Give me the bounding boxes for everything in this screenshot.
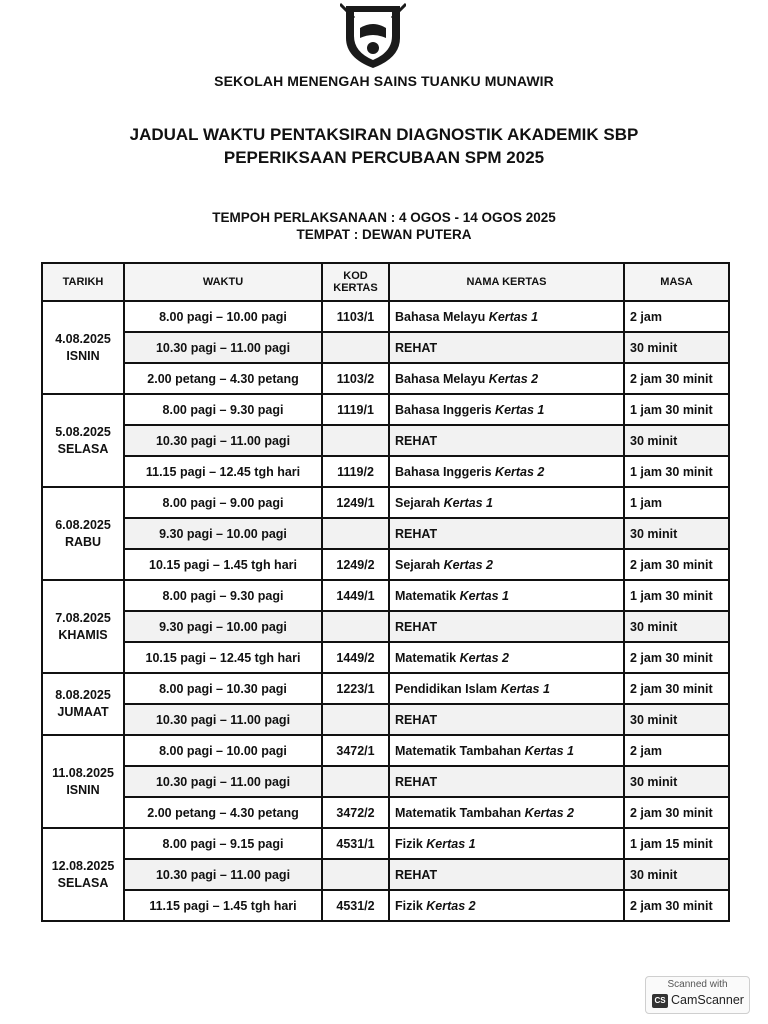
- table-row: [42, 425, 729, 456]
- exam-weekday: RABU: [64, 534, 102, 549]
- school-name: SEKOLAH MENENGAH SAINS TUANKU MUNAWIR: [214, 73, 554, 89]
- paper-name-cell: [389, 549, 624, 580]
- subject-name: Matematik: [395, 588, 460, 603]
- time-cell: 8.00 pagi – 10.30 pagi: [124, 673, 322, 704]
- exam-weekday: ISNIN: [66, 782, 100, 797]
- subject-name: Bahasa Melayu: [395, 309, 489, 324]
- paper-number: Kertas 2: [524, 805, 575, 820]
- paper-code-cell: [322, 859, 389, 890]
- time-cell: 10.30 pagi – 11.00 pagi: [124, 332, 322, 363]
- paper-code-cell: 1223/1: [322, 673, 389, 704]
- paper-code-cell: 4531/1: [322, 828, 389, 859]
- col-header-nama: NAMA KERTAS: [389, 263, 624, 301]
- date-cell: [42, 735, 124, 828]
- time-cell: 11.15 pagi – 1.45 tgh hari: [124, 890, 322, 921]
- paper-code-cell: [322, 611, 389, 642]
- exam-weekday: JUMAAT: [57, 705, 109, 719]
- duration-cell: 2 jam 30 minit: [624, 642, 729, 673]
- subject-name: REHAT: [395, 774, 438, 789]
- exam-weekday: KHAMIS: [58, 627, 108, 642]
- exam-weekday: SELASA: [57, 875, 109, 890]
- col-header-masa: MASA: [624, 263, 729, 301]
- exam-weekday: SELASA: [57, 441, 109, 456]
- exam-date: 4.08.2025: [55, 331, 111, 346]
- paper-number: Kertas 1: [459, 588, 509, 603]
- subject-name: Sejarah: [395, 557, 444, 572]
- duration-cell: 2 jam 30 minit: [624, 549, 729, 580]
- paper-code-cell: [322, 518, 389, 549]
- time-cell: 2.00 petang – 4.30 petang: [124, 797, 322, 828]
- date-cell: [42, 487, 124, 580]
- paper-name-cell: [389, 363, 624, 394]
- paper-code-cell: 3472/1: [322, 735, 389, 766]
- date-cell: [42, 828, 124, 921]
- paper-code-cell: 1103/2: [322, 363, 389, 394]
- col-header-kod: [322, 263, 389, 301]
- time-cell: 10.30 pagi – 11.00 pagi: [124, 425, 322, 456]
- paper-name-cell: [389, 394, 624, 425]
- table-row: [42, 456, 729, 487]
- subject-name: Matematik: [395, 650, 460, 665]
- duration-cell: 30 minit: [624, 859, 729, 890]
- col-header-kod-line2: KERTAS: [333, 282, 378, 294]
- subject-name: Fizik: [395, 836, 427, 851]
- paper-name-cell: [389, 890, 624, 921]
- paper-number: Kertas 1: [495, 402, 545, 417]
- subject-name: REHAT: [395, 526, 438, 541]
- subject-name: Pendidikan Islam: [395, 681, 501, 696]
- duration-cell: 2 jam 30 minit: [624, 673, 729, 704]
- table-row: [42, 611, 729, 642]
- paper-code-cell: 4531/2: [322, 890, 389, 921]
- time-cell: 8.00 pagi – 9.30 pagi: [124, 394, 322, 425]
- table-row: [42, 766, 729, 797]
- school-crest-logo: [340, 0, 406, 70]
- paper-name-cell: [389, 735, 624, 766]
- duration-cell: 1 jam 30 minit: [624, 394, 729, 425]
- paper-code-cell: 1449/1: [322, 580, 389, 611]
- paper-name-cell: [389, 611, 624, 642]
- table-row: [42, 363, 729, 394]
- paper-code-cell: 1249/2: [322, 549, 389, 580]
- paper-code-cell: 1119/2: [322, 456, 389, 487]
- exam-period: TEMPOH PERLAKSANAAN : 4 OGOS - 14 OGOS 2025: [212, 210, 556, 225]
- date-cell: [42, 394, 124, 487]
- subject-name: REHAT: [395, 433, 438, 448]
- duration-cell: 1 jam 30 minit: [624, 580, 729, 611]
- paper-code-cell: [322, 766, 389, 797]
- duration-cell: 30 minit: [624, 766, 729, 797]
- table-row: [42, 332, 729, 363]
- camscanner-watermark: [645, 976, 750, 1014]
- paper-name-cell: [389, 797, 624, 828]
- subject-name: REHAT: [395, 619, 438, 634]
- table-row: [42, 735, 729, 766]
- date-cell: [42, 673, 124, 735]
- document-title-line2: PEPERIKSAAN PERCUBAAN SPM 2025: [223, 148, 545, 167]
- paper-name-cell: [389, 301, 624, 332]
- paper-name-cell: [389, 456, 624, 487]
- subject-name: REHAT: [395, 340, 438, 355]
- table-row: [42, 580, 729, 611]
- exam-date: 12.08.2025: [51, 858, 115, 873]
- subject-name: Matematik Tambahan: [395, 805, 525, 820]
- time-cell: 8.00 pagi – 9.30 pagi: [124, 580, 322, 611]
- document-title-line1: JADUAL WAKTU PENTAKSIRAN DIAGNOSTIK AKADEMIK SBP: [129, 125, 639, 144]
- time-cell: 9.30 pagi – 10.00 pagi: [124, 518, 322, 549]
- duration-cell: 30 minit: [624, 704, 729, 735]
- duration-cell: 1 jam 30 minit: [624, 456, 729, 487]
- duration-cell: 2 jam 30 minit: [624, 890, 729, 921]
- paper-code-cell: 3472/2: [322, 797, 389, 828]
- subject-name: Bahasa Inggeris: [395, 402, 496, 417]
- paper-code-cell: 1449/2: [322, 642, 389, 673]
- duration-cell: 2 jam 30 minit: [624, 363, 729, 394]
- table-header-row: [42, 263, 729, 301]
- paper-name-cell: [389, 859, 624, 890]
- watermark-brand: CamScanner: [671, 993, 744, 1007]
- paper-number: Kertas 1: [524, 743, 575, 758]
- paper-name-cell: [389, 487, 624, 518]
- table-row: [42, 828, 729, 859]
- col-header-waktu: WAKTU: [124, 263, 322, 301]
- table-row: [42, 859, 729, 890]
- table-row: [42, 549, 729, 580]
- exam-date: 7.08.2025: [55, 610, 111, 625]
- exam-schedule-body: [42, 301, 729, 921]
- paper-number: Kertas 1: [443, 495, 493, 510]
- subject-name: Bahasa Melayu: [395, 371, 489, 386]
- table-row: [42, 642, 729, 673]
- paper-name-cell: [389, 332, 624, 363]
- exam-date: 11.08.2025: [52, 765, 114, 780]
- subject-name: Fizik: [395, 898, 427, 913]
- time-cell: 9.30 pagi – 10.00 pagi: [124, 611, 322, 642]
- subject-name: REHAT: [395, 867, 438, 882]
- paper-code-cell: 1249/1: [322, 487, 389, 518]
- table-row: [42, 301, 729, 332]
- time-cell: 2.00 petang – 4.30 petang: [124, 363, 322, 394]
- paper-name-cell: [389, 828, 624, 859]
- time-cell: 10.30 pagi – 11.00 pagi: [124, 766, 322, 797]
- exam-schedule-table: [41, 262, 730, 922]
- subject-name: Sejarah: [395, 495, 444, 510]
- duration-cell: 1 jam: [624, 487, 729, 518]
- table-row: [42, 890, 729, 921]
- paper-number: Kertas 2: [426, 898, 476, 913]
- duration-cell: 30 minit: [624, 611, 729, 642]
- col-header-kod-line1: KOD: [343, 270, 368, 282]
- paper-number: Kertas 2: [459, 650, 509, 665]
- table-row: [42, 518, 729, 549]
- duration-cell: 30 minit: [624, 518, 729, 549]
- duration-cell: 1 jam 15 minit: [624, 828, 729, 859]
- col-header-tarikh: TARIKH: [42, 263, 124, 301]
- date-cell: [42, 580, 124, 673]
- exam-weekday: ISNIN: [66, 348, 100, 363]
- exam-date: 5.08.2025: [55, 424, 111, 439]
- paper-name-cell: [389, 518, 624, 549]
- duration-cell: 30 minit: [624, 425, 729, 456]
- paper-number: Kertas 2: [488, 371, 539, 386]
- paper-code-cell: [322, 332, 389, 363]
- watermark-caption: Scanned with: [667, 979, 728, 990]
- time-cell: 8.00 pagi – 10.00 pagi: [124, 735, 322, 766]
- paper-name-cell: [389, 642, 624, 673]
- paper-number: Kertas 1: [426, 836, 476, 851]
- date-cell: [42, 301, 124, 394]
- duration-cell: 2 jam 30 minit: [624, 797, 729, 828]
- table-row: [42, 394, 729, 425]
- exam-date: 8.08.2025: [55, 688, 111, 702]
- time-cell: 10.30 pagi – 11.00 pagi: [124, 704, 322, 735]
- duration-cell: 2 jam: [624, 301, 729, 332]
- paper-number: Kertas 1: [488, 309, 539, 324]
- duration-cell: 2 jam: [624, 735, 729, 766]
- table-row: [42, 797, 729, 828]
- paper-name-cell: [389, 673, 624, 704]
- camscanner-logo-icon: CS: [652, 994, 668, 1008]
- subject-name: REHAT: [395, 712, 438, 727]
- time-cell: 10.15 pagi – 1.45 tgh hari: [124, 549, 322, 580]
- duration-cell: 30 minit: [624, 332, 729, 363]
- table-row: [42, 673, 729, 704]
- paper-code-cell: 1103/1: [322, 301, 389, 332]
- table-row: [42, 487, 729, 518]
- time-cell: 11.15 pagi – 12.45 tgh hari: [124, 456, 322, 487]
- paper-code-cell: 1119/1: [322, 394, 389, 425]
- subject-name: Bahasa Inggeris: [395, 464, 496, 479]
- paper-name-cell: [389, 425, 624, 456]
- paper-name-cell: [389, 580, 624, 611]
- time-cell: 10.15 pagi – 12.45 tgh hari: [124, 642, 322, 673]
- subject-name: Matematik Tambahan: [395, 743, 525, 758]
- paper-number: Kertas 2: [495, 464, 545, 479]
- paper-number: Kertas 2: [443, 557, 493, 572]
- time-cell: 8.00 pagi – 10.00 pagi: [124, 301, 322, 332]
- time-cell: 10.30 pagi – 11.00 pagi: [124, 859, 322, 890]
- table-row: [42, 704, 729, 735]
- paper-code-cell: [322, 704, 389, 735]
- paper-name-cell: [389, 766, 624, 797]
- time-cell: 8.00 pagi – 9.15 pagi: [124, 828, 322, 859]
- exam-date: 6.08.2025: [55, 517, 111, 532]
- paper-code-cell: [322, 425, 389, 456]
- exam-venue: TEMPAT : DEWAN PUTERA: [296, 227, 472, 242]
- paper-name-cell: [389, 704, 624, 735]
- time-cell: 8.00 pagi – 9.00 pagi: [124, 487, 322, 518]
- paper-number: Kertas 1: [500, 681, 550, 696]
